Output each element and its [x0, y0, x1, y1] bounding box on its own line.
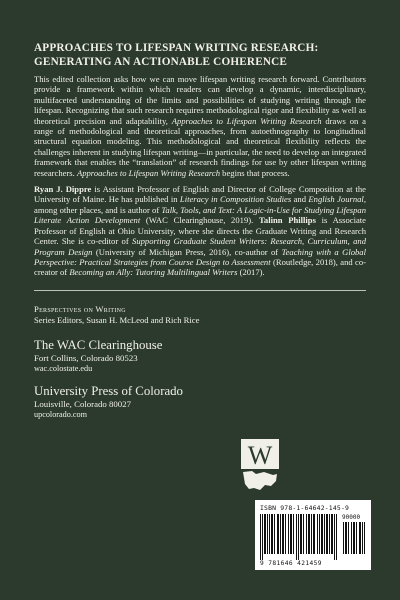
publisher-upc-address: Louisville, Colorado 80027: [34, 399, 132, 410]
bio-journal-2: English Journal: [308, 194, 364, 205]
bio-text-4: (WAC Clearinghouse, 2019).: [140, 215, 259, 226]
publisher-wac-address: Fort Collins, Colorado 80523: [34, 352, 138, 363]
bio-text-6: (University of Michigan Press, 2016), co-author of: [92, 246, 282, 257]
barcode-digits: 9 781646 421459: [260, 560, 322, 567]
book-title-line-2: GENERATING AN ACTIONABLE COHERENCE: [34, 55, 288, 68]
bio-text-7: (Routledge, 2018), and co-creator of: [34, 256, 366, 278]
bio-book-4: Becoming an Ally: Tutoring Multilingual Writers: [69, 267, 238, 278]
bio-text-8: (2017).: [237, 267, 265, 278]
book-description: [34, 74, 366, 178]
isbn-label: ISBN 978-1-64642-145-9: [260, 504, 350, 512]
bio-text-5: is Associate Professor of English at Ohio University, where she directs the Graduate Writing and Research Center. She is co-editor of: [34, 215, 366, 247]
publisher-upc-name: University Press of Colorado: [34, 384, 183, 399]
price-code: 90000: [342, 514, 361, 521]
bio-book-2: Supporting Graduate Student Writers: Research, Curriculum, and Program Design: [34, 236, 366, 257]
author-bios: [34, 184, 366, 278]
bio-book-1: Talk, Tools, and Text: A Logic-in-Use for Studying Lifespan Literate Action Development: [34, 204, 366, 226]
bio-book-3: Teaching with a Global Perspective: Practical Strategies from Course Design to Assessment: [34, 246, 366, 267]
publisher-upc: [34, 384, 244, 420]
divider-rule: [34, 290, 366, 291]
publisher-wac-url: wac.colostate.edu: [34, 363, 93, 373]
publisher-wac-name: The WAC Clearinghouse: [34, 337, 163, 352]
publisher-upc-url: upcolorado.com: [34, 409, 87, 419]
description-text-2: draws on a range of methodological and theoretical approaches, from autoethnography to longitudinal structural equation modeling. This methodological and theoretical flexibility reflects the challenges inherent in studying lifespan writing—in particular, the need to develop an integrated framework that enables the “translation” of research findings for use by other lifespan writing researchers.: [34, 115, 366, 178]
bio-journal-1: Literacy in Composition Studies: [179, 194, 292, 205]
book-title-line-1: APPROACHES TO LIFESPAN WRITING RESEARCH:: [34, 42, 319, 54]
description-text-1: This edited collection asks how we can move lifespan writing research forward. Contributors provide a framework within which readers can develop a dynamic, interdisciplinary, multifaceted understanding of the limits and possibilities of studying writing through the lifespan. Recognizing that such research requires methodological rigor and flexibility as well as theoretical precision and adaptability,: [34, 74, 366, 126]
publisher-wac: [34, 338, 244, 374]
author-name-2: Talinn Phillips: [258, 215, 316, 226]
description-book-title-1: Approaches to Lifespan Writing Research: [171, 115, 322, 126]
book-title: [34, 42, 366, 69]
bio-text-2: and: [291, 194, 309, 205]
barcode-bars: [260, 514, 366, 567]
description-text-3: begins that process.: [220, 167, 290, 178]
price-addon-barcode-icon: [343, 522, 365, 554]
series-title: Perspectives on Writing: [34, 303, 126, 314]
series-editors: Series Editors, Susan H. McLeod and Rich Rice: [34, 314, 200, 325]
wac-clearinghouse-logo-icon: [240, 438, 280, 494]
description-book-title-2: Approaches to Lifespan Writing Research: [76, 167, 221, 178]
author-name-1: Ryan J. Dippre: [34, 184, 92, 195]
bio-text-3: , among other places, and is author of: [34, 194, 366, 215]
ean-barcode-icon: [260, 514, 338, 560]
bio-text-1: is Assistant Professor of English and Director of College Composition at the University of Maine. He has published in: [34, 184, 366, 205]
logo-letter: W: [247, 441, 273, 470]
isbn-barcode: [255, 500, 371, 570]
